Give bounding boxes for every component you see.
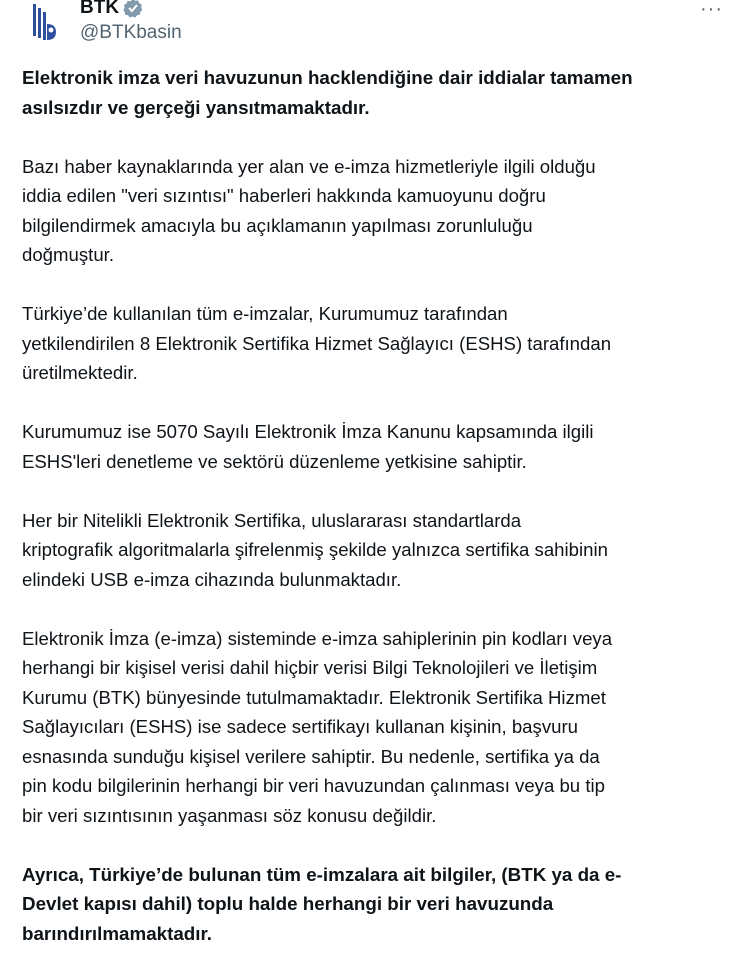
tweet-paragraph	[22, 624, 742, 831]
tweet-paragraph	[22, 299, 742, 388]
tweet-paragraph	[22, 860, 742, 949]
text-line: Kurumu (BTK) bünyesinde tutulmamaktadır. Elektronik Sertifika Hizmet	[22, 686, 606, 708]
text-line: asılsızdır ve gerçeği yansıtmamaktadır.	[22, 96, 370, 118]
text-line: herhangi bir kişisel verisi dahil hiçbir verisi Bilgi Teknolojileri ve İletişim	[22, 657, 598, 678]
text-line: doğmuştur.	[22, 244, 114, 265]
tweet-paragraph	[22, 63, 742, 122]
text-line: üretilmektedir.	[22, 362, 138, 383]
avatar[interactable]	[30, 2, 60, 42]
text-line: Ayrıca, Türkiye’de bulunan tüm e-imzalara ait bilgiler, (BTK ya da e-	[22, 863, 622, 885]
account-name[interactable]	[80, 0, 143, 19]
text-line: elindeki USB e-imza cihazında bulunmaktadır.	[22, 568, 402, 590]
text-line: iddia edilen "veri sızıntısı" haberleri hakkında kamuoyunu doğru	[22, 185, 546, 206]
text-line: Türkiye’de kullanılan tüm e-imzalar, Kurumumuz tarafından	[22, 303, 508, 324]
text-line: ESHS'leri denetleme ve sektörü düzenleme yetkisine sahiptir.	[22, 450, 527, 472]
btk-logo-icon	[30, 2, 60, 42]
account-name-text: BTK	[80, 0, 120, 18]
tweet-text	[22, 63, 742, 978]
text-line: Kurumumuz ise 5070 Sayılı Elektronik İmza Kanunu kapsamında ilgili	[22, 421, 594, 442]
text-line: Sağlayıcıları (ESHS) ise sadece sertifikayı kullanan kişinin, başvuru	[22, 716, 578, 737]
text-line: Elektronik imza veri havuzunun hacklendiğine dair iddialar tamamen	[22, 67, 633, 88]
text-line: esnasında sunduğu kişisel verilere sahiptir. Bu nedenle, sertifika ya da	[22, 745, 600, 767]
text-line: kriptografik algoritmalarla şifrelenmiş şekilde yalnızca sertifika sahibinin	[22, 539, 608, 560]
more-horizontal-icon: ···	[700, 0, 723, 20]
text-line: Her bir Nitelikli Elektronik Sertifika, uluslararası standartlarda	[22, 509, 522, 531]
verified-badge-icon	[123, 0, 143, 18]
text-line: bilgilendirmek amacıyla bu açıklamanın yapılması zorunluluğu	[22, 214, 533, 236]
text-line: Elektronik İmza (e-imza) sisteminde e-imza sahiplerinin pin kodları veya	[22, 627, 613, 649]
account-handle[interactable]: @BTKbasin	[80, 22, 182, 43]
text-line: Devlet kapısı dahil) toplu halde herhangi bir veri havuzunda	[22, 893, 554, 914]
text-line: barındırılmamaktadır.	[22, 922, 212, 944]
text-line: yetkilendirilen 8 Elektronik Sertifika Hizmet Sağlayıcı (ESHS) tarafından	[22, 332, 612, 354]
tweet-paragraph	[22, 506, 742, 595]
text-line: Bazı haber kaynaklarında yer alan ve e-imza hizmetleriyle ilgili olduğu	[22, 155, 596, 177]
more-options-button[interactable]	[700, 0, 723, 21]
tweet-paragraph	[22, 152, 742, 270]
text-line: bir veri sızıntısının yaşanması söz konusu değildir.	[22, 804, 437, 826]
tweet-paragraph	[22, 417, 742, 476]
text-line: pin kodu bilgilerinin herhangi bir veri havuzundan çalınması veya bu tip	[22, 775, 605, 796]
